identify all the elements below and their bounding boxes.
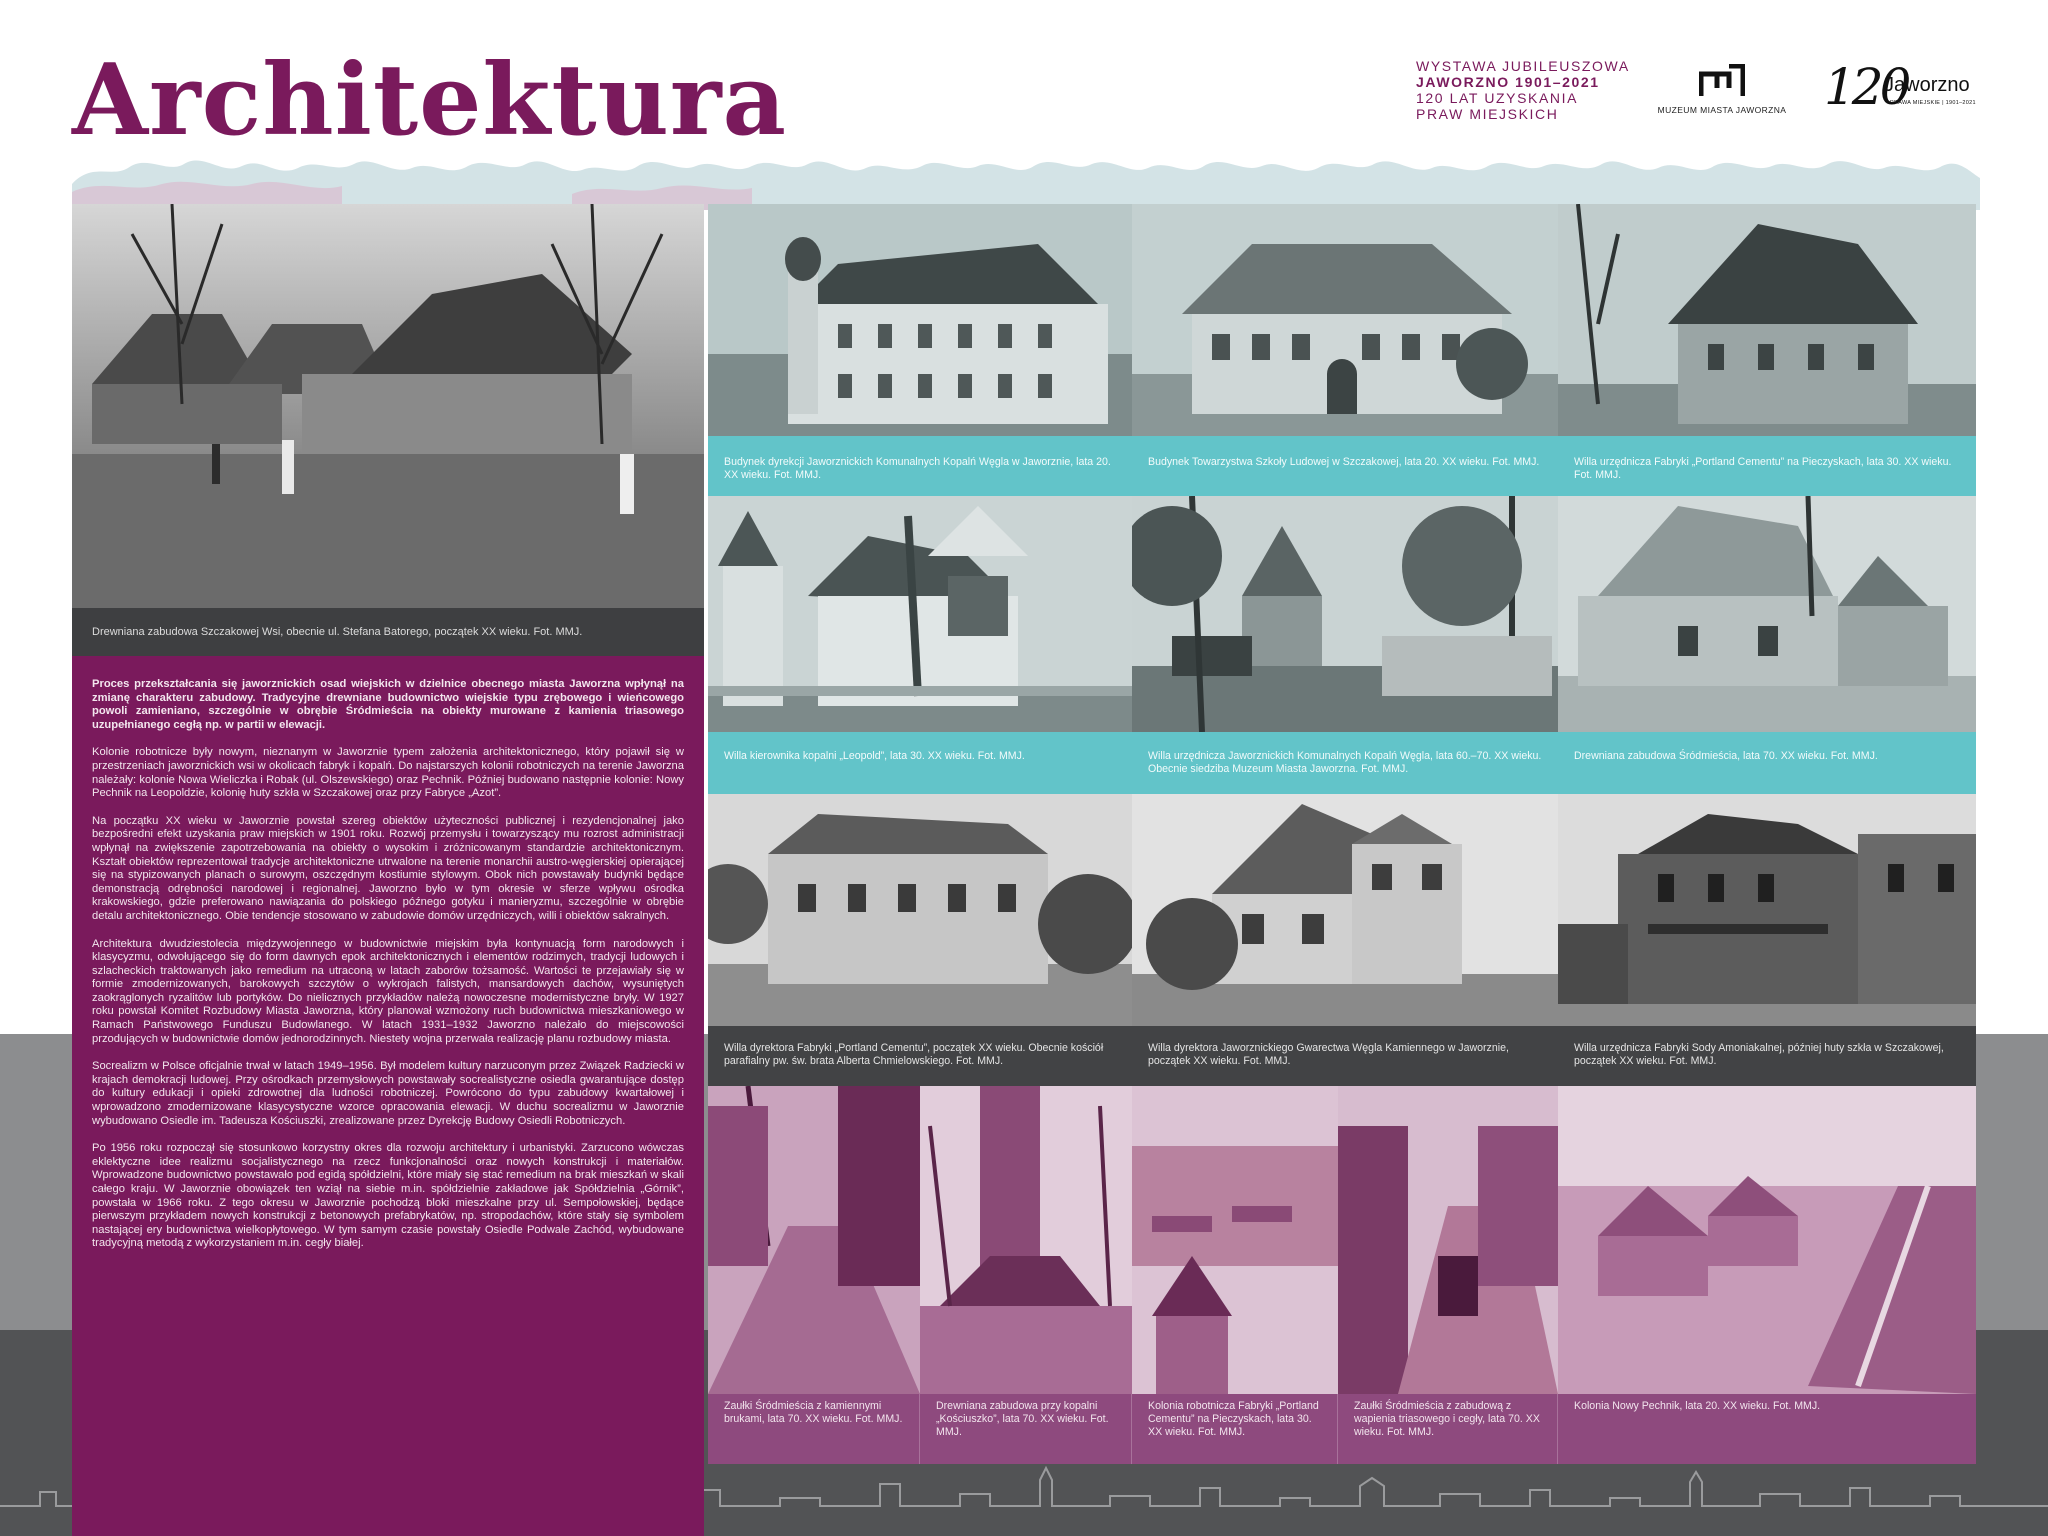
hero-caption: Drewniana zabudowa Szczakowej Wsi, obecnie ul. Stefana Batorego, początek XX wieku. Fot. MMJ. — [72, 608, 704, 656]
photo-villa-leopold — [708, 496, 1132, 732]
history-paragraph: Na początku XX wieku w Jaworznie powstał szereg obiektów użyteczności publicznej i rezydencjonalnej jako bezpośredni efekt uzyskania praw miejskich w 1901 roku. Rozwój przemysłu i towarzyszący mu rozrost administracji wpłynął na zwiększenie zapotrzebowania na obiekty o wysokim i zróżnicowanym standardzie architektonicznym. Kształt obiektów reprezentował tradycje architektoniczne utrwalone na terenie monarchii austro-węgierskiej opierającej się na stypizowanych planach o surowym, oszczędnym kostiumie stylowym. Obok nich powstawały budynki będące demonstracją odrębności narodowej i regionalnej. Jaworzno było w tym okresie w sferze wpływu ośrodka krakowskiego, gdzie preferowano nawiązania do polskiego późnego gotyku i manieryzmu, szczególnie w obrębie detalu architektonicznego. Obie tendencje stosowano w zabudowie domów urzędniczych, willi i obiektów sakralnych. — [92, 814, 684, 922]
history-paragraph: Kolonie robotnicze były nowym, nieznanym w Jaworznie typem założenia architektonicznego, który pojawił się w przestrzeniach jaworznickich wsi w okolicach fabryk i kopalń. Do najstarszych kolonii robotniczych na terenie Jaworzna należały: kolonie Nowa Wieliczka i Robak (ul. Olszewskiego) oraz Pechnik. Później budowano następnie kolonie: Nowy Pechnik na Leopoldzie, kolonię huty szkła w Szczakowej oraz przy Fabryce „Azot”. — [92, 746, 684, 800]
caption-wooden-kosciuszko: Drewniana zabudowa przy kopalni „Kościuszko”, lata 70. XX wieku. Fot. MMJ. — [920, 1394, 1132, 1464]
history-lead-paragraph: Proces przekształcania się jaworznickich osad wiejskich w dzielnice obecnego miasta Jaworzna wpłynął na zmianę charakteru zabudowy. Tradycyjne drewniane budownictwo wiejskie typu zrębowego i wieńcowego powoli zamieniano, szczególnie w obrębie Śródmieścia na obiekty murowane z kamienia triasowego uzupełnianego cegłą np. w partii w elewacji. — [92, 678, 684, 731]
photo-nowy-pechnik — [1558, 1086, 1976, 1394]
decorative-foliage — [72, 148, 1980, 210]
photo-villa-portland-pieczyska — [1558, 204, 1976, 436]
caption-villa-coal-director: Willa dyrektora Jaworznickiego Gwarectwa Węgla Kamiennego w Jaworznie, początek XX wieku. Fot. MMJ. — [1132, 1026, 1558, 1086]
photo-villa-coal-director — [1132, 794, 1558, 1026]
photo-villa-portland-director — [708, 794, 1132, 1026]
photo-villa-soda-factory — [1558, 794, 1976, 1026]
anniversary-logo — [1824, 58, 1984, 118]
caption-wooden-downtown: Drewniana zabudowa Śródmieścia, lata 70. XX wieku. Fot. MMJ. — [1558, 732, 1976, 794]
page-title: Architektura — [72, 43, 787, 158]
jubilee-line: WYSTAWA JUBILEUSZOWA — [1416, 58, 1630, 74]
caption-villa-portland-director: Willa dyrektora Fabryki „Portland Cementu”, początek XX wieku. Obecnie kościół parafialny pw. św. brata Alberta Chmielowskiego. Fot. MMJ. — [708, 1026, 1132, 1086]
museum-logo-label: MUZEUM MIASTA JAWORZNA — [1657, 105, 1787, 115]
anniversary-city: Jaworzno — [1884, 74, 1970, 96]
photo-limestone-alleys — [1338, 1086, 1558, 1394]
caption-villa-soda-factory: Willa urzędnicza Fabryki Sody Amoniakalnej, później huty szkła w Szczakowej, początek XX wieku. Fot. MMJ. — [1558, 1026, 1976, 1086]
caption-villa-portland-pieczyska: Willa urzędnicza Fabryki „Portland Cementu” na Pieczyskach, lata 30. XX wieku. Fot. MMJ. — [1558, 436, 1976, 496]
caption-nowy-pechnik: Kolonia Nowy Pechnik, lata 20. XX wieku. Fot. MMJ. — [1558, 1394, 1976, 1464]
caption-villa-museum: Willa urzędnicza Jaworznickich Komunalnych Kopalń Węgla, lata 60.–70. XX wieku. Obecnie siedziba Muzeum Miasta Jaworzna. Fot. MMJ. — [1132, 732, 1558, 794]
museum-logo — [1652, 64, 1792, 115]
caption-limestone-alleys: Zaułki Śródmieścia z zabudową z wapienia triasowego i cegły, lata 70. XX wieku. Fot. MMJ. — [1338, 1394, 1558, 1464]
jubilee-label — [1416, 58, 1630, 122]
photo-mine-directorate — [708, 204, 1132, 436]
jubilee-line: 120 LAT UZYSKANIA — [1416, 90, 1579, 106]
photo-wooden-downtown — [1558, 496, 1976, 732]
history-paragraph: Po 1956 roku rozpoczął się stosunkowo korzystny okres dla rozwoju architektury i urbanistyki. Zarzucono wówczas eklektyczne idee realizmu socjalistycznego na rzecz funkcjonalności oraz nowych konstrukcji i materiałów. Wprowadzone budownictwo powstawało pod egidą spółdzielni, które miały się stać remedium na brak mieszkań w skali całego kraju. W Jaworznie obowiązek ten wziął na siebie m.in. spółdzielnie zakładowe jak Spółdzielnia „Górnik”, powstała w 1966 roku. Z tego okresu w Jaworznie pochodzą bloki mieszkalne przy ul. Sempołowskiej, będące pierwszym przykładem nowych konstrukcji z betonowych prefabrykatów, np. stropodachów, które stały się symbolem nastającej ery budownictwa wielkopłytowego. W tym samym czasie powstały Osiedle Podwale Zachód, wybudowane tradycyjną metodą z wykorzystaniem m.in. cegły białej. — [92, 1142, 684, 1250]
caption-villa-leopold: Willa kierownika kopalni „Leopold”, lata 30. XX wieku. Fot. MMJ. — [708, 732, 1132, 794]
caption-colony-portland: Kolonia robotnicza Fabryki „Portland Cementu” na Pieczyskach, lata 30. XX wieku. Fot. MMJ. — [1132, 1394, 1338, 1464]
photo-colony-portland — [1132, 1086, 1338, 1394]
photo-stone-alleys — [708, 1086, 920, 1394]
caption-stone-alleys: Zaułki Śródmieścia z kamiennymi brukami, lata 70. XX wieku. Fot. MMJ. — [708, 1394, 920, 1464]
hero-photo-village — [72, 204, 704, 608]
history-paragraph: Architektura dwudziestolecia międzywojennego w budownictwie miejskim była kontynuacją form narodowych i klasycyzmu, odwołującego się do form dawnych epok architektonicznych i elementów rodzimych, tradycji ludowych i szlacheckich traktowanych jako remedium na utraconą w latach zaborów tożsamość. Wartości te przejawiały się w formie zmodernizowanych, barokowych szczytów o wykrojach falistych, mansardowych dachów, wysuniętych zaokrąglonych ryzalitów lub portyków. Do nielicznych przykładów należą nowoczesne modernistyczne bryły. W 1927 roku powstał Komitet Rozbudowy Miasta Jaworzna, który planował wzmożony ruch budownictwa mieszkaniowego w Ramach Państwowego Funduszu Budowlanego. W latach 1931–1932 Jaworzno należało do miejscowości przodujących w budownictwie domów jednorodzinnych. Niestety wojna przerwała realizację planu rozbudowy miasta. — [92, 937, 684, 1045]
history-text — [72, 656, 704, 1536]
caption-school-society: Budynek Towarzystwa Szkoły Ludowej w Szczakowej, lata 20. XX wieku. Fot. MMJ. — [1132, 436, 1558, 496]
photo-villa-museum — [1132, 496, 1558, 732]
jubilee-line: PRAW MIEJSKICH — [1416, 106, 1559, 122]
photo-wooden-kosciuszko — [920, 1086, 1132, 1394]
museum-mark-icon — [1699, 64, 1745, 98]
anniversary-number: 120 — [1824, 58, 1908, 116]
photo-school-society — [1132, 204, 1558, 436]
history-paragraph: Socrealizm w Polsce oficjalnie trwał w latach 1949–1956. Był modelem kultury narzuconym przez Związek Radziecki w krajach demokracji ludowej. Przy ośrodkach przemysłowych powstawały socrealistyczne osiedla gwarantujące dostęp do kultury edukacji i opieki zdrowotnej dla ludności robotniczej. Powrócono do typu zabudowy kwartałowej i wprowadzono zmodernizowane klasycystyczne wzorce opracowania elewacji. W duchu socrealizmu w Jaworznie wybudowano Osiedle im. Tadeusza Kościuszki, zrealizowane przez Dyrekcję Budowy Osiedli Robotniczych. — [92, 1060, 684, 1127]
caption-mine-directorate: Budynek dyrekcji Jaworznickich Komunalnych Kopalń Węgla w Jaworznie, lata 20. XX wieku. Fot. MMJ. — [708, 436, 1132, 496]
anniversary-subtitle: PRAWA MIEJSKIE | 1901–2021 — [1890, 100, 1976, 106]
jubilee-line: JAWORZNO 1901–2021 — [1416, 74, 1600, 90]
